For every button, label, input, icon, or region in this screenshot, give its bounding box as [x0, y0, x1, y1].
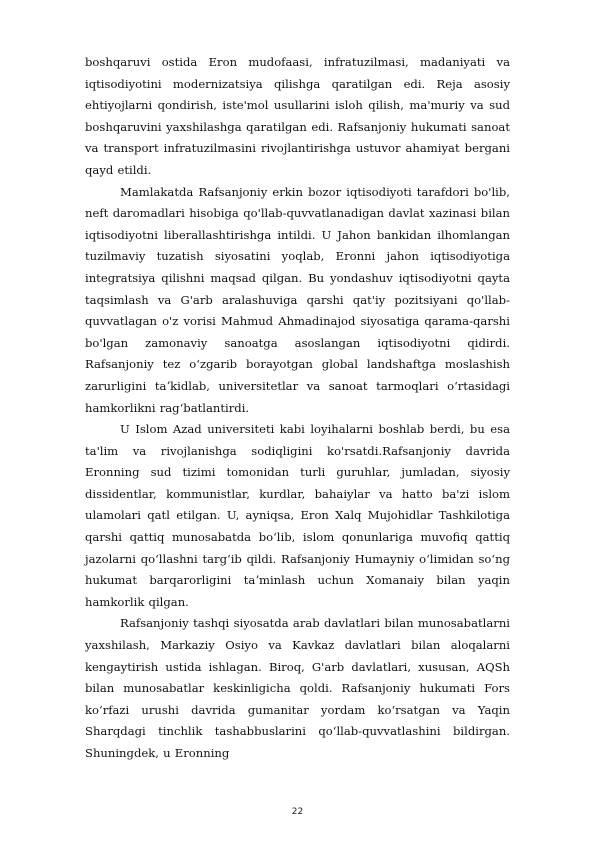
paragraph-4: Rafsanjoniy tashqi siyosatda arab davlatlari bilan munosabatlarni yaxshilash, Markaziy Osiyo va Kavkaz davlatlari bilan aloqalarni kengaytirish ustida ishlagan. Biroq, G'arb davlatlari, xususan, AQSh bilan munosabatlar keskinligicha qoldi. Rafsanjoniy hukumati Fors ko‘rfazi urushi davrida gumanitar yordam ko‘rsatgan va Yaqin Sharqdagi tinchlik tashabbuslarini qo‘llab-quvvatlashini bildirgan. Shuningdek, u Eronning — [85, 616, 510, 760]
paragraph-2: Mamlakatda Rafsanjoniy erkin bozor iqtisodiyoti tarafdori bo'lib, neft daromadlari hisobiga qo'llab-quvvatlanadigan davlat xazinasi bilan iqtisodiyotni liberallashtirishga intildi. U Jahon bankidan ilhomlangan tuzilmaviy tuzatish siyosatini yoqlab, Eronni jahon iqtisodiyotiga integratsiya qilishni maqsad qilgan. Bu yondashuv iqtisodiyotni qayta taqsimlash va G'arb aralashuviga qarshi qat'iy pozitsiyani qo'llab-quvvatlagan o'z vorisi Mahmud Ahmadinajod siyosatiga qarama-qarshi bo'lgan zamonaviy sanoatga asoslangan iqtisodiyotni qidirdi. Rafsanjoniy tez oʻzgarib borayotgan global landshaftga moslashish zarurligini taʼkidlab, universitetlar va sanoat tarmoqlari oʻrtasidagi hamkorlikni ragʻbatlantirdi. — [85, 184, 510, 415]
page-number: 22 — [291, 807, 304, 817]
body-text — [85, 52, 510, 765]
paragraph-1: boshqaruvi ostida Eron mudofaasi, infratuzilmasi, madaniyati va iqtisodiyotini modernizatsiya qilishga qaratilgan edi. Reja asosiy ehtiyojlarni qondirish, iste'mol usullarini isloh qilish, ma'muriy va sud boshqaruvini yaxshilashga qaratilgan edi. Rafsanjoniy hukumati sanoat va transport infratuzilmasini rivojlantirishga ustuvor ahamiyat bergani qayd etildi. — [85, 55, 510, 177]
paragraph-3: U Islom Azad universiteti kabi loyihalarni boshlab berdi, bu esa ta'lim va rivojlanishga sodiqligini ko'rsatdi.Rafsanjoniy davrida Eronning sud tizimi tomonidan turli guruhlar, jumladan, siyosiy dissidentlar, kommunistlar, kurdlar, bahaiylar va hatto ba'zi islom ulamolari qatl etilgan. U, ayniqsa, Eron Xalq Mujohidlar Tashkilotiga qarshi qattiq munosabatda bo‘lib, islom qonunlariga muvofiq qattiq jazolarni qo‘llashni targ‘ib qildi. Rafsanjoniy Humayniy oʻlimidan soʻng hukumat barqarorligini taʼminlash uchun Xomanaiy bilan yaqin hamkorlik qilgan. — [85, 422, 510, 609]
